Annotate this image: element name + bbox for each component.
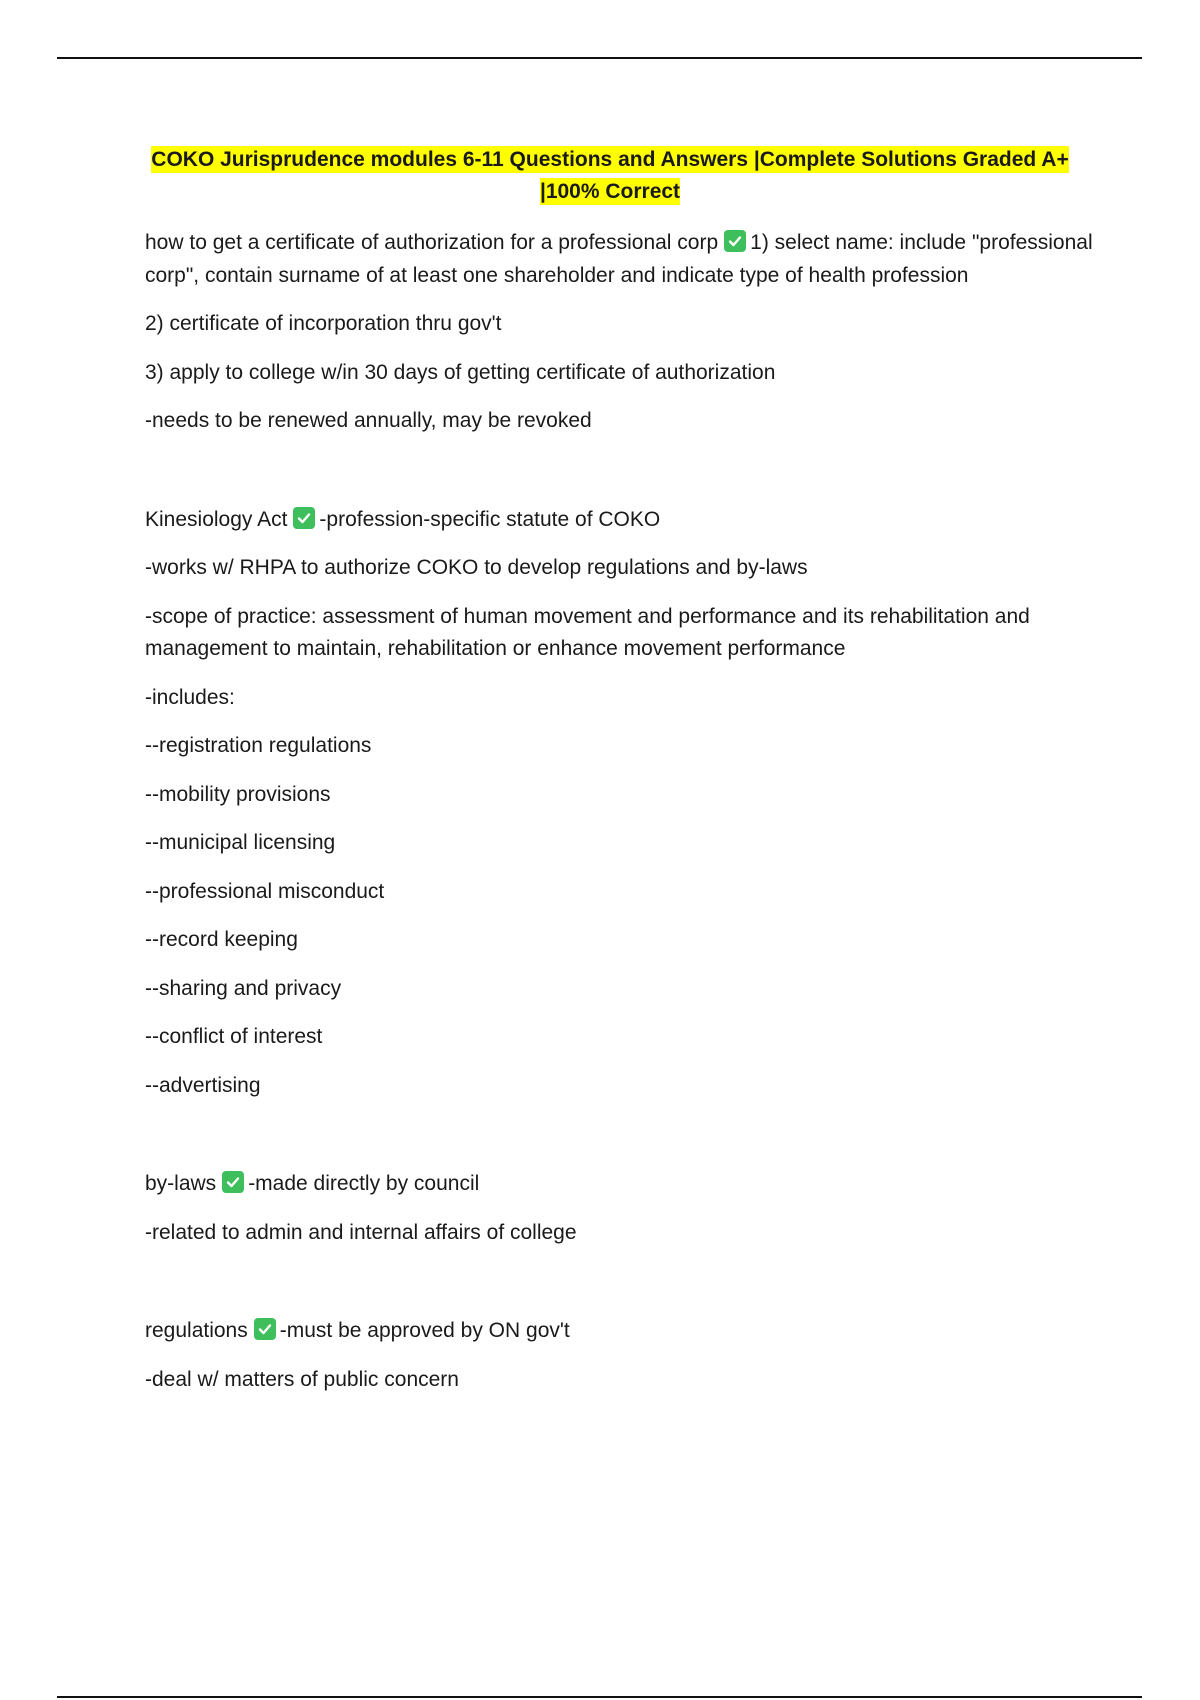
qa-line: --professional misconduct: [145, 879, 385, 903]
check-box-icon: [724, 230, 746, 252]
qa-card: [145, 1315, 1100, 1396]
document-title: [140, 144, 1080, 208]
qa-card: [145, 227, 1100, 438]
qa-line: --municipal licensing: [145, 831, 336, 854]
document-title-line1: COKO Jurisprudence modules 6-11 Questions and Answers |Complete Solutions Graded A+: [151, 148, 1069, 171]
check-box-icon: [222, 1171, 244, 1193]
document-title-line2: |100% Correct: [539, 180, 681, 203]
qa-answer-first: -profession-specific statute of COKO: [319, 507, 661, 531]
qa-line: -related to admin and internal affairs of college: [145, 1220, 577, 1244]
qa-line: -needs to be renewed annually, may be revoked: [145, 409, 592, 432]
qa-line: -works w/ RHPA to authorize COKO to develop regulations and by-laws: [145, 556, 808, 579]
qa-line: --mobility provisions: [145, 782, 331, 806]
qa-term: regulations: [145, 1319, 248, 1342]
qa-term: by-laws: [145, 1172, 217, 1195]
qa-line: 2) certificate of incorporation thru gov't: [145, 312, 502, 335]
qa-card: [145, 1168, 1100, 1249]
qa-first-line: [145, 1168, 1100, 1201]
qa-line: 3) apply to college w/in 30 days of getting certificate of authorization: [145, 360, 776, 384]
qa-first-line: [145, 1315, 1100, 1348]
qa-line: -scope of practice: assessment of human movement and performance and its rehabilitation and management to maintain, rehabilitation or enhance movement performance: [145, 604, 1030, 660]
qa-answer-first: -made directly by council: [248, 1172, 480, 1195]
qa-line: --conflict of interest: [145, 1025, 323, 1048]
qa-answer-first: -must be approved by ON gov't: [279, 1319, 570, 1342]
qa-line: --registration regulations: [145, 734, 372, 757]
qa-first-line: [145, 504, 1100, 537]
qa-first-line: [145, 227, 1100, 292]
qa-line: --record keeping: [145, 928, 298, 951]
qa-line: --advertising: [145, 1073, 261, 1097]
header-rule: [57, 57, 1142, 59]
qa-line: -includes:: [145, 685, 235, 709]
qa-answer-first: 1) select name: include "professional corp", contain surname of at least one shareholder and indicate type of health profession: [145, 231, 1093, 287]
qa-term: how to get a certificate of authorization for a professional corp: [145, 231, 719, 254]
check-box-icon: [293, 507, 315, 529]
document-body: [145, 227, 1100, 1412]
footer-rule: [57, 1696, 1142, 1698]
qa-term: Kinesiology Act: [145, 507, 288, 531]
qa-card: [145, 504, 1100, 1103]
check-box-icon: [254, 1318, 276, 1340]
qa-line: -deal w/ matters of public concern: [145, 1367, 459, 1391]
qa-line: --sharing and privacy: [145, 976, 342, 1000]
